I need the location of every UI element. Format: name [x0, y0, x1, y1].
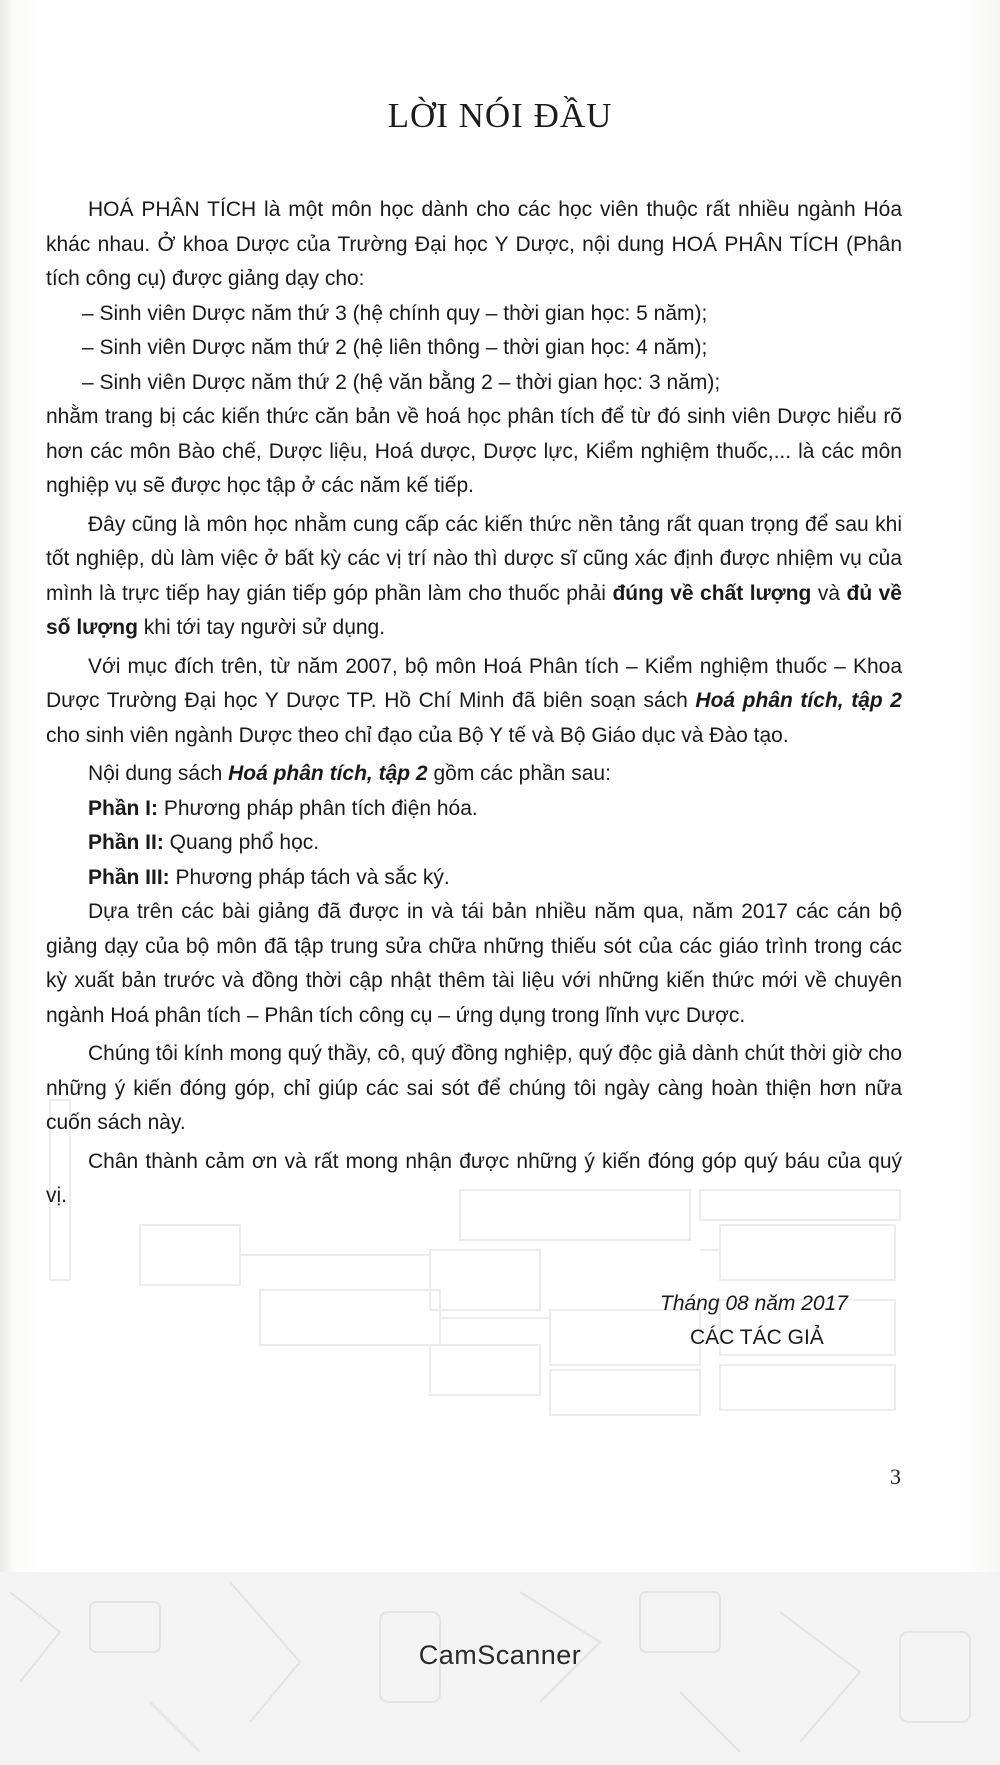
intro-text: là một môn học dành cho các học viên thuộc rất nhiều ngành Hóa khác nhau. Ở khoa Dược của Trường Đại học Y Dược, nội dung HOÁ PHÂN TÍCH (Phân tích công cụ) được giảng dạy cho: [46, 198, 902, 290]
purpose-paragraph: nhằm trang bị các kiến thức căn bản về hoá học phân tích để từ đó sinh viên Dược hiểu rõ hơn các môn Bào chế, Dược liệu, Hoá dược, Dược lực, Kiểm nghiệm thuốc,... là các môn nghiệp vụ sẽ được học tập ở các năm kế tiếp. [46, 405, 902, 497]
preface-body [46, 193, 902, 1214]
audience-item: – Sinh viên Dược năm thứ 3 (hệ chính quy – thời gian học: 5 năm); [82, 301, 708, 325]
part-label: Phần III: [88, 865, 170, 889]
audience-item: – Sinh viên Dược năm thứ 2 (hệ liên thông – thời gian học: 4 năm); [82, 336, 708, 359]
importance-text: khi tới tay người sử dụng. [137, 616, 386, 639]
contents-intro [46, 757, 902, 792]
part-text: Quang phổ học. [163, 831, 320, 854]
contents-intro-text: gồm các phần sau: [427, 762, 611, 785]
importance-text: và [811, 581, 847, 605]
contents-intro-text: Nội dung sách [88, 762, 229, 785]
part-text: Phương pháp phân tích điện hóa. [158, 796, 478, 820]
history-text: cho sinh viên ngành Dược theo chỉ đạo của Bộ Y tế và Bộ Giáo dục và Đào tạo. [46, 723, 789, 747]
part-item [46, 861, 902, 896]
signature-authors: CÁC TÁC GIẢ [690, 1326, 824, 1349]
part-text: Phương pháp tách và sắc ký. [169, 865, 450, 889]
history-paragraph [46, 650, 902, 754]
intro-paragraph [46, 193, 902, 297]
thanks-paragraph: Chân thành cảm ơn và rất mong nhận được những ý kiến đóng góp quý báu của quý vị. [46, 1149, 902, 1207]
part-item [46, 826, 902, 861]
book-title: Hoá phân tích, tập 2 [695, 689, 902, 712]
signature-date: Tháng 08 năm 2017 [660, 1292, 848, 1315]
history-text: Với mục đích trên, từ năm 2007, bộ môn Hoá Phân tích – Kiểm nghiệm thuốc – Khoa Dược Trường Đại học Y Dược TP. Hồ Chí Minh đã biên soạn sách [46, 654, 902, 712]
request-paragraph: Chúng tôi kính mong quý thầy, cô, quý đồng nghiệp, quý độc giả dành chút thời giờ cho những ý kiến đóng góp, chỉ giúp các sai sót để chúng tôi ngày càng hoàn thiện hơn nữa cuốn sách này. [46, 1042, 902, 1134]
importance-paragraph [46, 508, 902, 646]
page-number: 3 [890, 1464, 901, 1489]
audience-item: – Sinh viên Dược năm thứ 2 (hệ văn bằng 2 – thời gian học: 3 năm); [82, 370, 721, 394]
scanner-brand: CamScanner [418, 1640, 582, 1670]
part-label: Phần II: [88, 831, 164, 854]
importance-text: Đây cũng là môn học nhằm cung cấp các kiến thức nền tảng rất quan trọng để sau khi tốt nghiệp, dù làm việc ở bất kỳ các vị trí nào thì dược sĩ cũng xác định được nhiệm vụ của mình là trực tiếp hay gián tiếp góp phần làm cho thuốc phải [46, 512, 902, 605]
importance-emphasis-quality: đúng về chất lượng [612, 581, 812, 605]
importance-emphasis-quantity: đủ về số lượng [46, 581, 902, 639]
book-title: Hoá phân tích, tập 2 [228, 762, 428, 785]
part-label: Phần I: [88, 796, 159, 820]
part-item [46, 792, 902, 827]
intro-lead: HOÁ PHÂN TÍCH [88, 198, 257, 221]
signature-block [660, 1287, 848, 1355]
page-title: LỜI NÓI ĐẦU [387, 96, 613, 135]
revision-paragraph: Dựa trên các bài giảng đã được in và tái bản nhiều năm qua, năm 2017 các cán bộ giảng dạy của bộ môn đã tập trung sửa chữa những thiếu sót của các giáo trình trong các kỳ xuất bản trước và đồng thời cập nhật thêm tài liệu với những kiến thức mới về chuyên ngành Hoá phân tích – Phân tích công cụ – ứng dụng trong lĩnh vực Dược. [46, 900, 902, 1027]
